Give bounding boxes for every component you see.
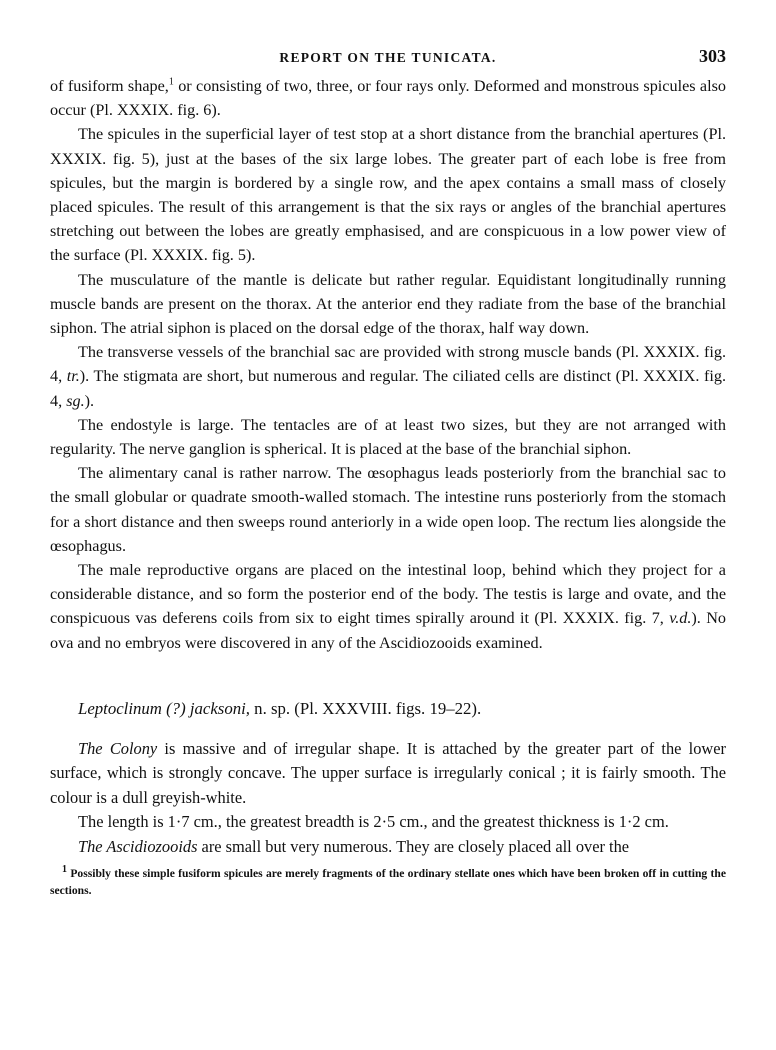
- running-head: [50, 40, 726, 74]
- paragraph-branchial-sac: [50, 340, 726, 413]
- paragraph-reproductive-organs: [50, 558, 726, 655]
- text-span: are small but very numerous. They are closely placed all over the: [197, 836, 630, 856]
- text-span: The transverse vessels of the branchial sac are provided with strong muscle bands (Pl. XXXIX. fig. 4,: [50, 343, 726, 386]
- text-span: or consisting of two, three, or four rays only. Deformed and monstrous spicules also occur (Pl. XXXIX. fig. 6).: [50, 77, 726, 120]
- running-title: REPORT ON THE TUNICATA.: [279, 50, 497, 65]
- page: [50, 40, 726, 899]
- italic-abbreviation: v.d.: [669, 609, 692, 628]
- text-span: of fusiform shape,: [50, 77, 169, 95]
- paragraph-alimentary-canal: The alimentary canal is rather narrow. The œsophagus leads posteriorly from the branchial sac to the small globular or quadrate smooth-walled stomach. The intestine runs posteriorly from the stomach for a short distance and then sweeps round anteriorly in a wide open loop. The rectum lies alongside the œsophagus.: [50, 464, 726, 555]
- italic-abbreviation: sg.: [66, 391, 85, 410]
- footnote-marker: 1: [62, 864, 67, 876]
- paragraph-musculature: The musculature of the mantle is delicate but rather regular. Equidistant longitudinally running muscle bands are present on the thorax. At the anterior end they radiate from the base of the branchial siphon. The atrial siphon is placed on the dorsal edge of the thorax, half way down.: [50, 270, 726, 338]
- species-heading: [50, 697, 726, 721]
- text-span: ).: [84, 391, 95, 410]
- footnote: [50, 865, 726, 899]
- italic-term: The Ascidiozooids: [78, 836, 198, 856]
- species-reference: n. sp. (Pl. XXXVIII. figs. 19–22).: [249, 698, 482, 718]
- page-number: 303: [699, 46, 726, 66]
- italic-term: The Colony: [78, 738, 158, 758]
- paragraph-ascidiozooids: [50, 835, 726, 860]
- footnote-reference: 1: [168, 76, 174, 88]
- text-span: is massive and of irregular shape. It is attached by the greater part of the lower surface, which is strongly concave. The upper surface is irregularly conical ; it is fairly smooth. The colour is a dull greyish-white.: [50, 738, 726, 807]
- species-name: Leptoclinum (?) jacksoni,: [78, 698, 250, 718]
- paragraph-colony: [50, 737, 726, 811]
- paragraph-endostyle: The endostyle is large. The tentacles are of at least two sizes, but they are not arranged with regularity. The nerve ganglion is spherical. It is placed at the base of the branchial siphon.: [50, 415, 726, 459]
- paragraph-spicule-shape: [50, 74, 726, 122]
- text-span: ). The stigmata are short, but numerous and regular. The ciliated cells are distinct (Pl. XXXIX. fig. 4,: [50, 367, 726, 410]
- italic-abbreviation: tr.: [66, 367, 80, 386]
- paragraph-test-spicules: The spicules in the superficial layer of test stop at a short distance from the branchial apertures (Pl. XXXIX. fig. 5), just at the bases of the six large lobes. The greater part of each lobe is free from spicules, but the margin is bordered by a single row, and the apex contains a small mass of closely placed spicules. The result of this arrangement is that the six rays or angles of the branchial apertures stretching out between the lobes are greatly emphasised, and are conspicuous in a low power view of the surface (Pl. XXXIX. fig. 5).: [50, 125, 726, 265]
- text-span: ). No ova and no embryos were discovered in any of the Ascidiozooids examined.: [50, 609, 726, 652]
- paragraph-dimensions: The length is 1·7 cm., the greatest breadth is 2·5 cm., and the greatest thickness is 1·2 cm.: [78, 812, 669, 832]
- footnote-text: Possibly these simple fusiform spicules are merely fragments of the ordinary stellate ones which have been broken off in cutting the sections.: [50, 867, 726, 898]
- text-span: The male reproductive organs are placed on the intestinal loop, behind which they project for a considerable distance, and so form the posterior end of the body. The testis is large and ovate, and the conspicuous vas deferens coils from six to eight times spirally around it (Pl. XXXIX. fig. 7,: [50, 561, 726, 628]
- species-description: [50, 737, 726, 860]
